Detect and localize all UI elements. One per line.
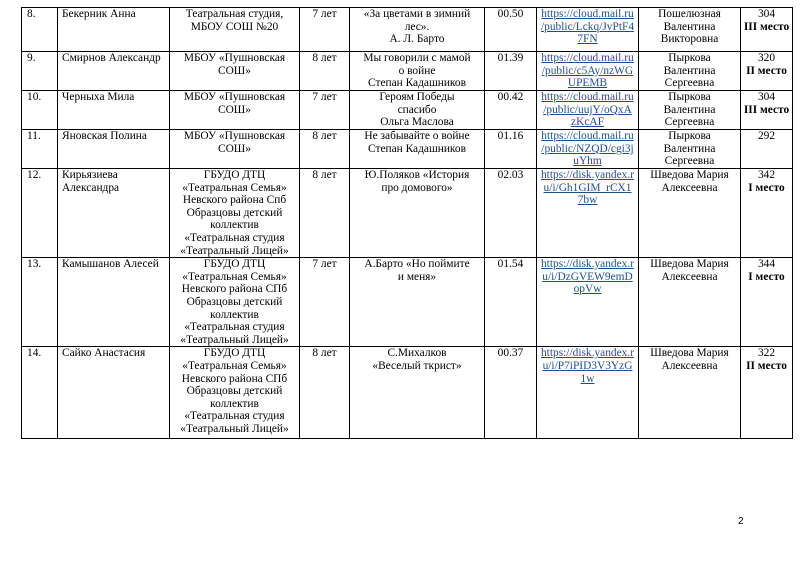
school-line: Образцовы детский xyxy=(186,206,283,219)
age-cell: 8 лет xyxy=(300,52,350,91)
teacher-line: Шведова Мария xyxy=(650,258,729,271)
school-line: «Театральная студия xyxy=(184,321,285,334)
work-line: С.Михалков xyxy=(387,347,447,360)
teacher-cell xyxy=(639,52,741,91)
video-link-cell xyxy=(537,169,639,258)
school-line: «Театральный Лицей» xyxy=(180,422,289,435)
table-row xyxy=(22,347,793,439)
duration-cell: 02.03 xyxy=(485,169,537,258)
work-cell xyxy=(350,169,485,258)
score-value: 304 xyxy=(757,91,776,103)
video-link-line[interactable]: u/i/DzGVEW9emD xyxy=(542,270,633,283)
video-link[interactable] xyxy=(539,130,636,168)
work-line: «За цветами в зимний xyxy=(363,8,471,20)
video-link-line[interactable]: https://cloud.mail.ru xyxy=(541,52,634,64)
school-cell xyxy=(170,91,300,130)
work-line: Не забывайте о войне xyxy=(364,130,470,142)
row-number: 13. xyxy=(22,258,58,347)
school-cell xyxy=(170,169,300,258)
score-cell xyxy=(741,347,793,439)
video-link[interactable] xyxy=(539,91,636,129)
results-table xyxy=(21,7,793,439)
teacher-line: Пыркова xyxy=(668,130,711,142)
age-cell: 7 лет xyxy=(300,8,350,52)
school-line: Театральная студия, xyxy=(185,8,284,20)
teacher-cell xyxy=(639,91,741,130)
participant-name: Камышанов Алесей xyxy=(58,258,170,347)
video-link-line[interactable]: u/i/Gh1GIM_rCX1 xyxy=(543,181,632,194)
video-link[interactable] xyxy=(539,52,636,90)
age-cell: 8 лет xyxy=(300,169,350,258)
teacher-cell xyxy=(639,130,741,169)
video-link-cell xyxy=(537,8,639,52)
score-value: 320 xyxy=(757,52,776,64)
place-label: III место xyxy=(743,20,790,33)
score-cell xyxy=(741,258,793,347)
score-cell xyxy=(741,8,793,52)
score-cell xyxy=(741,52,793,91)
work-cell xyxy=(350,52,485,91)
work-line: о войне xyxy=(398,64,436,77)
teacher-line: Валентина xyxy=(663,142,716,155)
teacher-line: Валентина xyxy=(663,20,716,33)
score-value: 304 xyxy=(757,8,776,20)
school-line: МБОУ СОШ №20 xyxy=(190,20,279,33)
place-label: II место xyxy=(746,359,787,372)
work-cell xyxy=(350,347,485,439)
teacher-line: Пыркова xyxy=(668,91,711,103)
video-link-line[interactable]: /public/c5Ay/nzWG xyxy=(541,64,634,77)
video-link-line[interactable]: /public/NZQD/cgi3j xyxy=(541,142,634,155)
video-link[interactable] xyxy=(539,8,636,46)
work-line: А.Барто «Но поймите xyxy=(364,258,470,271)
teacher-line: Сергеевна xyxy=(664,155,715,168)
video-link-line[interactable]: https://cloud.mail.ru xyxy=(541,130,634,142)
age-cell: 7 лет xyxy=(300,258,350,347)
school-line: Образцовы детский xyxy=(186,385,283,398)
video-link-line[interactable]: https://disk.yandex.r xyxy=(540,258,635,271)
video-link-cell xyxy=(537,258,639,347)
age-cell: 7 лет xyxy=(300,91,350,130)
video-link-line[interactable]: 7bw xyxy=(577,194,598,207)
participant-name: Яновская Полина xyxy=(58,130,170,169)
video-link-line[interactable]: opVw xyxy=(573,283,602,296)
score-value: 344 xyxy=(757,258,776,271)
work-cell xyxy=(350,91,485,130)
work-line: Героям Победы xyxy=(379,91,455,103)
school-cell xyxy=(170,347,300,439)
school-line: Образцовы детский xyxy=(186,295,283,308)
school-line: коллектив xyxy=(210,219,259,232)
video-link-line[interactable]: u/i/P7iPID3V3YzG xyxy=(542,359,633,372)
video-link-line[interactable]: 7FN xyxy=(577,33,598,46)
table-row xyxy=(22,258,793,347)
duration-cell: 01.39 xyxy=(485,52,537,91)
school-line: коллектив xyxy=(210,308,259,321)
score-cell xyxy=(741,130,793,169)
participant-name: Черныха Мила xyxy=(58,91,170,130)
video-link-cell xyxy=(537,52,639,91)
video-link-line[interactable]: /public/uujY/oQxA xyxy=(543,103,632,116)
participant-name: Смирнов Александр xyxy=(58,52,170,91)
duration-cell: 01.16 xyxy=(485,130,537,169)
school-line: СОШ» xyxy=(217,64,251,77)
teacher-line: Сергеевна xyxy=(664,77,715,90)
work-line: спасибо xyxy=(397,103,437,116)
video-link-cell xyxy=(537,347,639,439)
table-row xyxy=(22,130,793,169)
teacher-line: Валентина xyxy=(663,103,716,116)
table-row xyxy=(22,8,793,52)
age-cell: 8 лет xyxy=(300,130,350,169)
row-number: 9. xyxy=(22,52,58,91)
table-row xyxy=(22,91,793,130)
teacher-cell xyxy=(639,169,741,258)
school-cell xyxy=(170,258,300,347)
teacher-line: Шведова Мария xyxy=(650,347,729,360)
school-line: «Театральный Лицей» xyxy=(180,333,289,346)
row-number: 10. xyxy=(22,91,58,130)
video-link-line[interactable]: /public/Lckq/JvPtF4 xyxy=(540,20,635,33)
score-cell xyxy=(741,91,793,130)
teacher-line: Викторовна xyxy=(660,33,719,46)
school-cell xyxy=(170,52,300,91)
video-link[interactable] xyxy=(539,258,636,296)
video-link-line[interactable]: zKcAF xyxy=(571,116,604,129)
work-line: Степан Кадашников xyxy=(368,142,466,155)
teacher-line: Шведова Мария xyxy=(650,169,729,181)
video-link-line[interactable]: https://cloud.mail.ru xyxy=(541,91,634,103)
school-line: МБОУ «Пушновская xyxy=(183,130,286,142)
video-link-line[interactable]: https://cloud.mail.ru xyxy=(541,8,634,20)
work-line: про домового» xyxy=(381,181,453,194)
school-line: МБОУ «Пушновская xyxy=(183,52,286,64)
school-line: «Театральная Семья» xyxy=(182,359,287,372)
video-link-line[interactable]: https://disk.yandex.r xyxy=(540,347,635,360)
row-number: 14. xyxy=(22,347,58,439)
results-table-body xyxy=(22,8,793,439)
score-value: 342 xyxy=(757,169,776,181)
age-cell: 8 лет xyxy=(300,347,350,439)
school-line: ГБУДО ДТЦ xyxy=(203,347,266,360)
work-line: лес». xyxy=(404,20,430,33)
work-line: Мы говорили с мамой xyxy=(363,52,471,64)
video-link[interactable] xyxy=(539,169,636,207)
school-line: ГБУДО ДТЦ xyxy=(203,258,266,271)
school-line: коллектив xyxy=(210,397,259,410)
place-label: I место xyxy=(748,270,785,283)
score-cell xyxy=(741,169,793,258)
duration-cell: 00.50 xyxy=(485,8,537,52)
video-link-line[interactable]: UPEMB xyxy=(567,77,608,90)
school-line: СОШ» xyxy=(217,103,251,116)
teacher-line: Алексеевна xyxy=(661,181,718,194)
score-value: 322 xyxy=(757,347,776,360)
duration-cell: 01.54 xyxy=(485,258,537,347)
school-line: «Театральный Лицей» xyxy=(180,244,289,257)
teacher-cell xyxy=(639,347,741,439)
video-link-line[interactable]: 1w xyxy=(580,372,595,385)
school-line: «Театральная студия xyxy=(184,231,285,244)
table-row xyxy=(22,52,793,91)
teacher-line: Пошелюзная xyxy=(658,8,721,20)
school-line: «Театральная студия xyxy=(184,410,285,423)
video-link-line[interactable]: https://disk.yandex.r xyxy=(540,169,635,181)
school-line: ГБУДО ДТЦ xyxy=(203,169,266,181)
work-line: и меня» xyxy=(397,270,437,283)
place-label: III место xyxy=(743,103,790,116)
teacher-line: Сергеевна xyxy=(664,116,715,129)
page-number: 2 xyxy=(738,516,744,527)
work-cell xyxy=(350,258,485,347)
school-line: «Театральная Семья» xyxy=(182,270,287,283)
row-number: 12. xyxy=(22,169,58,258)
teacher-cell xyxy=(639,258,741,347)
school-line: МБОУ «Пушновская xyxy=(183,91,286,103)
participant-name: Сайко Анастасия xyxy=(58,347,170,439)
work-line: Ольга Маслова xyxy=(380,116,454,129)
teacher-line: Алексеевна xyxy=(661,270,718,283)
duration-cell: 00.42 xyxy=(485,91,537,130)
video-link-line[interactable]: uYhm xyxy=(573,155,602,168)
work-cell xyxy=(350,8,485,52)
work-line: А. Л. Барто xyxy=(389,33,445,46)
school-line: Невского района СПб xyxy=(181,372,288,385)
teacher-cell xyxy=(639,8,741,52)
work-line: Степан Кадашников xyxy=(368,77,466,90)
place-label: I место xyxy=(748,181,785,194)
school-line: «Театральная Семья» xyxy=(182,181,287,194)
place-label: II место xyxy=(746,64,787,77)
table-row xyxy=(22,169,793,258)
video-link-cell xyxy=(537,91,639,130)
row-number: 8. xyxy=(22,8,58,52)
participant-name: Бекерник Анна xyxy=(58,8,170,52)
school-line: Невского района СПб xyxy=(181,283,288,296)
school-line: Невского района Спб xyxy=(182,194,287,207)
work-line: «Веселый ткрист» xyxy=(372,359,462,372)
participant-name: Кирьязиева Александра xyxy=(58,169,170,258)
school-cell xyxy=(170,130,300,169)
work-cell xyxy=(350,130,485,169)
video-link-cell xyxy=(537,130,639,169)
teacher-line: Пыркова xyxy=(668,52,711,64)
work-line: Ю.Поляков «История xyxy=(364,169,470,181)
school-line: СОШ» xyxy=(217,142,251,155)
video-link[interactable] xyxy=(539,347,636,385)
teacher-line: Алексеевна xyxy=(661,359,718,372)
row-number: 11. xyxy=(22,130,58,169)
duration-cell: 00.37 xyxy=(485,347,537,439)
score-value: 292 xyxy=(757,130,776,142)
teacher-line: Валентина xyxy=(663,64,716,77)
school-cell xyxy=(170,8,300,52)
